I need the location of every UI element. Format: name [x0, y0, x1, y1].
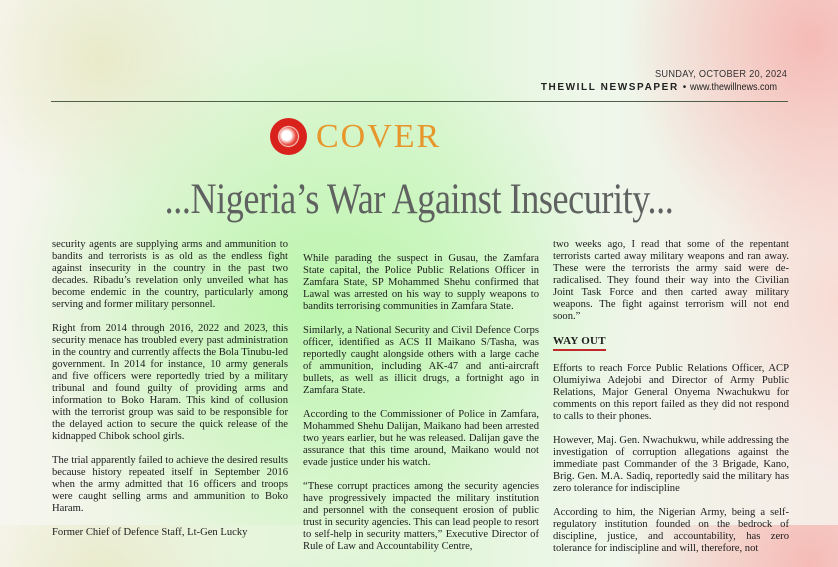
header-rule: [51, 101, 788, 102]
article-column-1: [52, 239, 288, 551]
separator-bullet: •: [682, 82, 687, 93]
paragraph: According to him, the Nigerian Army, being a self-regulatory institution founded on the bedrock of discipline, justice, and accountability, has zero tolerance for indiscipline and will, therefore, not: [553, 507, 789, 554]
paragraph: While parading the suspect in Gusau, the Zamfara State capital, the Police Public Relations Officer in Zamfara State, SP Mohammed Shehu confirmed that Lawal was arrested on his way to supply weapons to bandits terrorising communities in Zamfara State.: [303, 253, 539, 312]
publication-line: [541, 81, 787, 95]
paragraph: According to the Commissioner of Police in Zamfara, Mohammed Shehu Dalijan, Maikano had been arrested two years earlier, but he was released. Dalijan gave the assurance that this time around, Maikano would not evade justice under his watch.: [303, 409, 539, 468]
issue-date: SUNDAY, OCTOBER 20, 2024: [654, 68, 787, 80]
paragraph: Former Chief of Defence Staff, Lt-Gen Lucky: [52, 527, 248, 538]
article-column-2: [303, 253, 539, 565]
section-banner: [270, 118, 441, 155]
headline: ...Nigeria’s War Against Insecurity...: [164, 176, 674, 223]
paragraph: However, Maj. Gen. Nwachukwu, while addressing the investigation of corruption allegations against the immediate past Commander of the 3 Brigade, Kano, Brig. Gen. M.A. Sadiq, reportedly said the military has zero tolerance for indiscipline: [553, 435, 789, 494]
section-label: COVER: [316, 117, 442, 155]
paragraph: Similarly, a National Security and Civil Defence Corps officer, identified as ACS II Maikano S/Tasha, was reportedly caught alongside others with a large cache of ammunition, including AK-47 and anti-aircraft bullets, as well as illicit drugs, a fortnight ago in Zamfara State.: [303, 325, 539, 396]
paragraph: Right from 2014 through 2016, 2022 and 2023, this security menace has troubled every past administration in the country and currently affects the Bola Tinubu-led government. In 2014 for instance, 10 army generals and five officers were reportedly tried by a military tribunal and found guilty of providing arms and information to Boko Haram. This kind of collusion with the terrorist group was said to be responsible for the delayed action to secure the quick release of the kidnapped Chibok school girls.: [52, 323, 288, 442]
subhead-way-out: WAY OUT: [553, 335, 606, 351]
paragraph: security agents are supplying arms and ammunition to bandits and terrorists is as old as the endless fight against insecurity in the country in the past two decades. Ribadu’s revelation only unveiled what has become endemic in the country, particularly among serving and former military personnel.: [52, 239, 288, 310]
paragraph: two weeks ago, I read that some of the repentant terrorists carted away military weapons and ran away. These were the terrorists the army said were de-radicalised. They found their way into the Civilian Joint Task Force and then carted away military weapons. The fight against terrorism will not end soon.”: [553, 239, 789, 322]
publication-url: www.thewillnews.com: [690, 82, 778, 93]
paragraph: The trial apparently failed to achieve the desired results because history repeated itself in September 2016 when the army admitted that 16 officers and troops were caught selling arms and ammunition to Boko Haram.: [52, 455, 288, 514]
publication-name: THEWILL NEWSPAPER: [540, 82, 679, 93]
paragraph: “These corrupt practices among the security agencies have progressively impacted the military institution and personnel with the consequent erosion of public trust in security agencies. This can lead people to resort to self-help in security matters,” Executive Director of Rule of Law and Accountability Centre,: [303, 481, 539, 552]
masthead: [541, 68, 787, 95]
paragraph: Efforts to reach Force Public Relations Officer, ACP Olumiyiwa Adejobi and Director of Army Public Relations, Major General Onyema Nwachukwu for comments on this report failed as they did not respond to calls to their phones.: [553, 363, 789, 422]
article-column-3: [553, 239, 789, 567]
lion-head-emblem-icon: [270, 118, 307, 155]
